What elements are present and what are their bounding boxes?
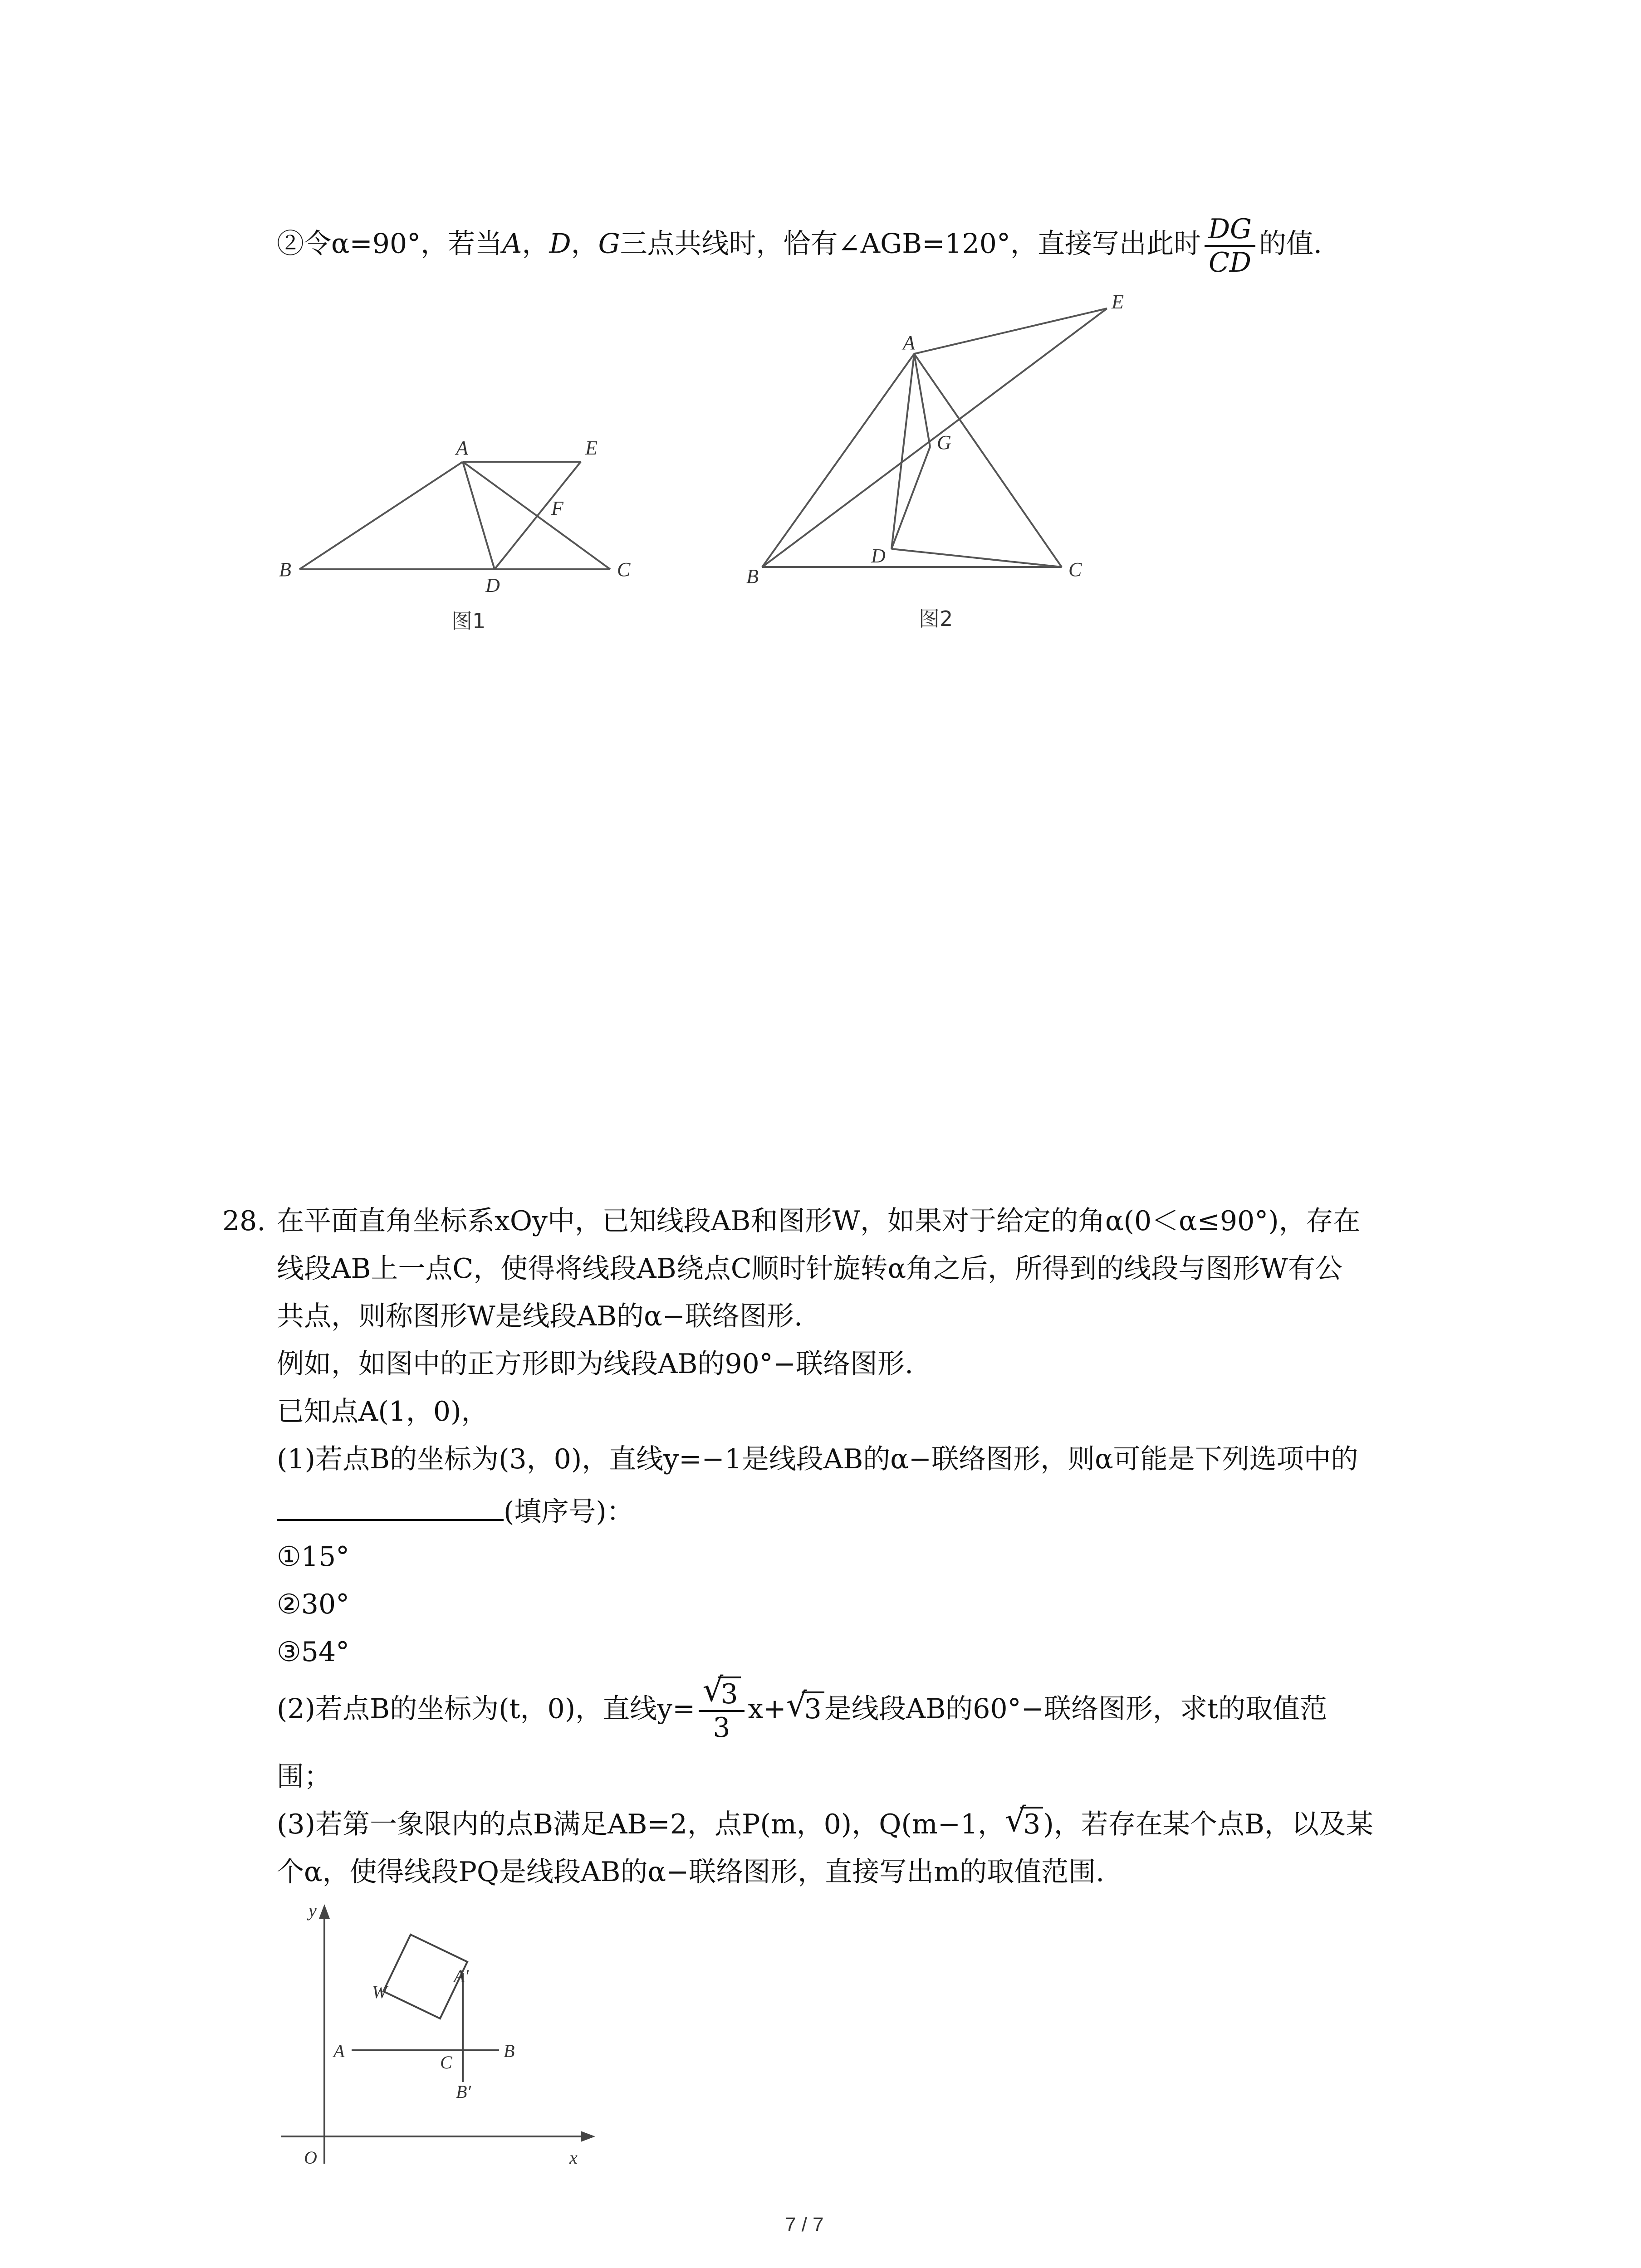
- figure-2: [735, 290, 1180, 640]
- q27-part2-prefix: ②令α=90°，若当: [277, 228, 503, 260]
- comma: ，: [522, 228, 549, 260]
- label-b: B: [504, 2041, 515, 2061]
- comma: ，: [571, 228, 598, 260]
- radicand: 3: [802, 1691, 824, 1725]
- label-o: O: [304, 2147, 317, 2168]
- label-d: D: [485, 574, 500, 596]
- label-x: x: [569, 2147, 578, 2168]
- q28-line-3: 共点，则称图形W是线段AB的α−联络图形.: [277, 1300, 803, 1332]
- option-3: ③54°: [277, 1636, 350, 1668]
- q28-line-2: 线段AB上一点C，使得将线段AB绕点C顺时针旋转α角之后，所得到的线段与图形W有公: [277, 1253, 1342, 1285]
- segment-ab: [299, 462, 463, 569]
- label-c: C: [440, 2052, 452, 2072]
- segment-ac: [914, 354, 1062, 567]
- fraction-numerator: DG: [1205, 213, 1255, 247]
- x-axis-arrow-icon: [581, 2131, 595, 2142]
- fraction-dg-cd: [1205, 213, 1255, 279]
- q28-line-10-pre: (3)若第一象限内的点B满足AB=2，点P(m，0)，Q(m−1，: [277, 1809, 1005, 1840]
- label-y: y: [309, 1900, 317, 1921]
- label-a-prime: A′: [454, 1966, 469, 1986]
- label-e: E: [585, 437, 598, 459]
- option-2: ②30°: [277, 1589, 350, 1620]
- fraction-numerator: [699, 1671, 744, 1712]
- segment-ag: [914, 354, 930, 447]
- q28-line-4: 例如，如图中的正方形即为线段AB的90°−联络图形.: [277, 1348, 914, 1380]
- answer-blank: [277, 1490, 504, 1521]
- q28-line-1: 在平面直角坐标系xOy中，已知线段AB和图形W，如果对于给定的角α(0＜α≤90°)，存在: [277, 1205, 1361, 1237]
- q28-number: 28.: [222, 1205, 266, 1237]
- q28-line-8-pre: (2)若点B的坐标为(t，0)，直线y=: [277, 1693, 696, 1725]
- q28-line-10-post: )，若存在某个点B，以及某: [1043, 1809, 1373, 1840]
- radical-sign: √: [786, 1685, 807, 1724]
- figure-1: [263, 422, 662, 640]
- point-g: G: [598, 228, 620, 260]
- option-1: ①15°: [277, 1541, 350, 1573]
- q27-part2-line: [277, 213, 1322, 279]
- figure-1-caption: 图1: [451, 609, 486, 633]
- page-number: 7 / 7: [785, 2214, 824, 2236]
- y-axis-arrow-icon: [319, 1904, 330, 1919]
- q28-line-7-tail: (填序号)：: [504, 1496, 634, 1528]
- segment-be: [762, 308, 1107, 567]
- q28-line-6: (1)若点B的坐标为(3，0)，直线y=−1是线段AB的α−联络图形，则α可能是下列选项中的: [277, 1443, 1358, 1475]
- point-d: D: [549, 228, 571, 260]
- label-b: B: [279, 558, 291, 581]
- sqrt: [702, 1671, 740, 1710]
- fraction-sqrt3-over-3: [699, 1671, 744, 1744]
- label-f: F: [551, 497, 563, 519]
- fraction-denominator: CD: [1208, 247, 1251, 279]
- q28-line-11: 个α，使得线段PQ是线段AB的α−联络图形，直接写出m的取值范围.: [277, 1856, 1105, 1888]
- segment-ad: [463, 462, 495, 569]
- label-w: W: [372, 1982, 387, 2002]
- label-c: C: [617, 558, 631, 581]
- segment-ab: [762, 354, 914, 567]
- label-c: C: [1068, 558, 1082, 581]
- q28-line-8-mid: x+: [748, 1693, 786, 1725]
- q27-part2-mid: 三点共线时，恰有: [620, 228, 838, 260]
- segment-de: [495, 462, 581, 569]
- q28-line-8-post: 是线段AB的60°−联络图形，求t的取值范: [824, 1693, 1327, 1725]
- figure-coordinate: [272, 1882, 599, 2191]
- angle-agb: ∠AGB=120°: [838, 228, 1010, 260]
- point-a: A: [502, 228, 522, 260]
- radicand: 3: [718, 1677, 740, 1710]
- label-d: D: [871, 545, 886, 567]
- figure-2-caption: 图2: [919, 606, 953, 631]
- radicand: 3: [1020, 1807, 1043, 1840]
- radical-sign: √: [1005, 1801, 1026, 1839]
- q28-line-7: [277, 1490, 634, 1531]
- q27-part2-end: 的值.: [1259, 228, 1323, 260]
- q28-line-10: [277, 1801, 1373, 1843]
- q28-line-5: 已知点A(1，0)，: [277, 1396, 489, 1427]
- q27-part2-tail: ，直接写出此时: [1010, 228, 1201, 260]
- sqrt: [786, 1685, 824, 1728]
- label-a: A: [333, 2041, 345, 2061]
- label-b: B: [746, 565, 759, 587]
- label-a: A: [903, 332, 915, 354]
- sqrt: [1005, 1801, 1043, 1843]
- q28-line-8: [277, 1671, 1327, 1744]
- label-e: E: [1112, 291, 1124, 313]
- label-a: A: [456, 437, 468, 459]
- q28-line-9: 围；: [277, 1761, 331, 1793]
- fraction-denominator: 3: [713, 1712, 730, 1744]
- label-b-prime: B′: [456, 2082, 471, 2102]
- label-g: G: [937, 431, 951, 454]
- radical-sign: √: [702, 1671, 724, 1709]
- segment-dc: [892, 549, 1062, 567]
